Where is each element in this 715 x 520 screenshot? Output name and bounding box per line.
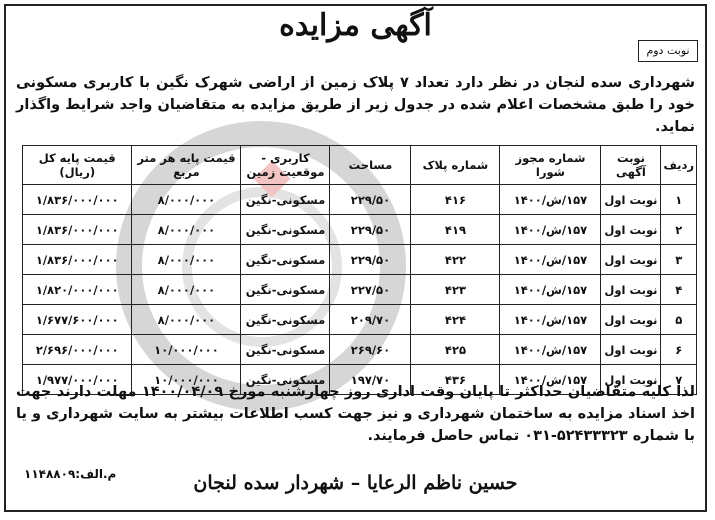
cell-area: ۲۲۹/۵۰ — [330, 185, 411, 215]
cell-total-price: ۱/۶۷۷/۶۰۰/۰۰۰ — [23, 305, 132, 335]
cell-round: نوبت اول — [601, 215, 661, 245]
cell-area: ۱۹۷/۷۰ — [330, 365, 411, 395]
table-header-row — [23, 146, 697, 185]
cell-plot-number: ۴۱۶ — [411, 185, 500, 215]
col-header-unit-price: قیمت پایه هر متر مربع — [132, 146, 241, 185]
col-header-row-number: ردیف — [661, 146, 697, 185]
cell-area: ۲۲۹/۵۰ — [330, 215, 411, 245]
cell-total-price: ۱/۹۷۷/۰۰۰/۰۰۰ — [23, 365, 132, 395]
notice-title: آگهی مزایده — [279, 8, 432, 43]
cell-total-price: ۱/۸۲۰/۰۰۰/۰۰۰ — [23, 275, 132, 305]
cell-row-number: ۶ — [661, 335, 697, 365]
cell-unit-price: ۱۰/۰۰۰/۰۰۰ — [132, 335, 241, 365]
auction-notice — [4, 4, 707, 512]
cell-plot-number: ۴۲۳ — [411, 275, 500, 305]
cell-permit: ۱۵۷/ش/۱۴۰۰ — [500, 185, 601, 215]
col-header-area: مساحت — [330, 146, 411, 185]
cell-round: نوبت اول — [601, 335, 661, 365]
reference-number: م.الف:۱۱۴۸۸۰۹ — [24, 467, 117, 481]
cell-total-price: ۱/۸۳۶/۰۰۰/۰۰۰ — [23, 245, 132, 275]
cell-usage: مسکونی-نگین — [241, 215, 330, 245]
cell-plot-number: ۴۱۹ — [411, 215, 500, 245]
cell-area: ۲۲۹/۵۰ — [330, 245, 411, 275]
cell-total-price: ۱/۸۳۶/۰۰۰/۰۰۰ — [23, 185, 132, 215]
cell-plot-number: ۴۲۵ — [411, 335, 500, 365]
cell-unit-price: ۱۰/۰۰۰/۰۰۰ — [132, 365, 241, 395]
table-row — [23, 275, 697, 305]
cell-row-number: ۲ — [661, 215, 697, 245]
cell-row-number: ۷ — [661, 365, 697, 395]
cell-permit: ۱۵۷/ش/۱۴۰۰ — [500, 305, 601, 335]
cell-usage: مسکونی-نگین — [241, 245, 330, 275]
col-header-plot-number: شماره پلاک — [411, 146, 500, 185]
cell-round: نوبت اول — [601, 365, 661, 395]
cell-unit-price: ۸/۰۰۰/۰۰۰ — [132, 245, 241, 275]
cell-usage: مسکونی-نگین — [241, 305, 330, 335]
cell-row-number: ۱ — [661, 185, 697, 215]
cell-round: نوبت اول — [601, 275, 661, 305]
col-header-usage: کاربری - موقعیت زمین — [241, 146, 330, 185]
cell-permit: ۱۵۷/ش/۱۴۰۰ — [500, 365, 601, 395]
cell-total-price: ۱/۸۳۶/۰۰۰/۰۰۰ — [23, 215, 132, 245]
cell-permit: ۱۵۷/ش/۱۴۰۰ — [500, 215, 601, 245]
col-header-permit: شماره مجوز شورا — [500, 146, 601, 185]
round-badge: نوبت دوم — [638, 40, 698, 62]
cell-permit: ۱۵۷/ش/۱۴۰۰ — [500, 275, 601, 305]
col-header-round: نوبت آگهی — [601, 146, 661, 185]
cell-usage: مسکونی-نگین — [241, 185, 330, 215]
cell-round: نوبت اول — [601, 305, 661, 335]
cell-total-price: ۲/۶۹۶/۰۰۰/۰۰۰ — [23, 335, 132, 365]
col-header-total-price: قیمت پایه کل (ریال) — [23, 146, 132, 185]
cell-unit-price: ۸/۰۰۰/۰۰۰ — [132, 275, 241, 305]
intro-paragraph: شهرداری سده لنجان در نظر دارد تعداد ۷ پلاک زمین از اراضی شهرک نگین با کاربری مسکونی خود را طبق مشخصات اعلام شده در جدول زیر از طریق مزایده به متقاضیان واجد شرایط واگذار نماید. — [16, 75, 696, 135]
cell-row-number: ۵ — [661, 305, 697, 335]
closing-paragraph: لذا کلیه متقاضیان حداکثر تا پایان وقت اداری روز چهارشنبه مورخ ۱۴۰۰/۰۴/۰۹ مهلت دارند جهت اخذ اسناد مزایده به ساختمان شهرداری و نیز جهت کسب اطلاعات بیشتر به سایت شهرداری و یا با شماره ۵۲۴۳۳۳۲۳-۰۳۱ تماس حاصل فرمایند. — [16, 384, 695, 444]
cell-plot-number: ۴۲۴ — [411, 305, 500, 335]
mayor-signature: حسین ناظم الرعایا – شهردار سده لنجان — [193, 472, 518, 494]
table-row — [23, 305, 697, 335]
table-row — [23, 215, 697, 245]
cell-row-number: ۳ — [661, 245, 697, 275]
cell-usage: مسکونی-نگین — [241, 335, 330, 365]
cell-unit-price: ۸/۰۰۰/۰۰۰ — [132, 215, 241, 245]
cell-permit: ۱۵۷/ش/۱۴۰۰ — [500, 335, 601, 365]
cell-usage: مسکونی-نگین — [241, 365, 330, 395]
cell-area: ۲۲۷/۵۰ — [330, 275, 411, 305]
cell-row-number: ۴ — [661, 275, 697, 305]
cell-round: نوبت اول — [601, 245, 661, 275]
cell-area: ۲۶۹/۶۰ — [330, 335, 411, 365]
cell-unit-price: ۸/۰۰۰/۰۰۰ — [132, 185, 241, 215]
cell-plot-number: ۴۲۲ — [411, 245, 500, 275]
cell-usage: مسکونی-نگین — [241, 275, 330, 305]
cell-area: ۲۰۹/۷۰ — [330, 305, 411, 335]
table-row — [23, 335, 697, 365]
cell-unit-price: ۸/۰۰۰/۰۰۰ — [132, 305, 241, 335]
table-row — [23, 245, 697, 275]
cell-round: نوبت اول — [601, 185, 661, 215]
table-row — [23, 185, 697, 215]
cell-plot-number: ۴۳۶ — [411, 365, 500, 395]
plots-table — [22, 145, 697, 395]
cell-permit: ۱۵۷/ش/۱۴۰۰ — [500, 245, 601, 275]
